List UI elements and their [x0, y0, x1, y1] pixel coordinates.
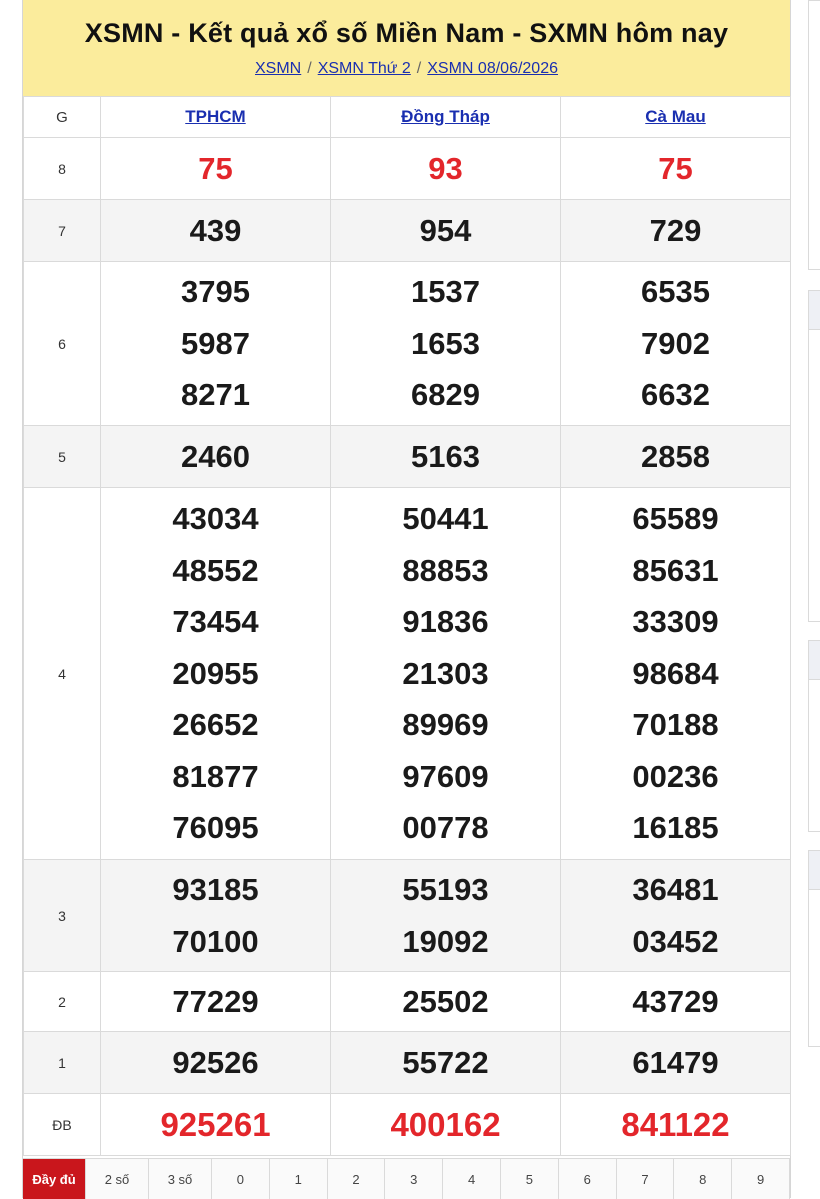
results-panel: [22, 0, 791, 1198]
result-number: 97609: [402, 758, 489, 794]
filter-full-button[interactable]: Đầy đủ: [23, 1159, 86, 1199]
breadcrumb-separator: /: [416, 60, 422, 77]
result-number: 48552: [172, 552, 259, 588]
result-number: 5987: [181, 325, 250, 361]
result-number: 439: [189, 212, 242, 248]
filter-button[interactable]: 1: [270, 1159, 328, 1199]
prize-cell: [101, 1032, 331, 1094]
filter-button[interactable]: 9: [732, 1159, 790, 1199]
result-number: 1537: [411, 274, 480, 310]
prize-label: 8: [24, 138, 101, 200]
prize-row: [24, 200, 791, 262]
result-number: 841122: [621, 1105, 730, 1143]
prize-cell: [101, 426, 331, 488]
result-number: 1653: [411, 325, 480, 361]
result-number: 925261: [160, 1105, 271, 1143]
prize-row: [24, 262, 791, 426]
prize-cell: [101, 860, 331, 972]
results-header: [23, 0, 790, 97]
breadcrumb-xsmn-thu-2[interactable]: XSMN Thứ 2: [317, 60, 411, 77]
result-number: 03452: [632, 923, 719, 959]
prize-cell: [331, 860, 561, 972]
sidebar-widget: [808, 0, 820, 270]
prize-cell: [101, 200, 331, 262]
result-number: 21303: [402, 655, 489, 691]
province-link-ca-mau[interactable]: Cà Mau: [645, 107, 706, 126]
result-number: 85631: [632, 552, 719, 588]
result-number: 93: [428, 150, 463, 186]
result-number: 729: [649, 212, 702, 248]
prize-column-header: G: [24, 97, 101, 138]
prize-cell: [561, 860, 791, 972]
prize-cell: [561, 1094, 791, 1156]
filter-button[interactable]: 3: [385, 1159, 443, 1199]
breadcrumb-date[interactable]: XSMN 08/06/2026: [427, 60, 558, 77]
prize-row: [24, 860, 791, 972]
sidebar-widget: [808, 850, 820, 1047]
result-number: 16185: [632, 810, 719, 846]
result-number: 400162: [390, 1105, 501, 1143]
result-number: 2858: [641, 438, 710, 474]
filter-button[interactable]: 8: [674, 1159, 732, 1199]
page-title: XSMN - Kết quả xổ số Miền Nam - SXMN hôm nay: [84, 18, 729, 48]
prize-cell: [331, 1032, 561, 1094]
result-number: 25502: [402, 983, 489, 1019]
filter-button[interactable]: 5: [501, 1159, 559, 1199]
filter-button[interactable]: 6: [559, 1159, 617, 1199]
result-number: 6535: [641, 274, 710, 310]
prize-label: ĐB: [24, 1094, 101, 1156]
result-number: 00778: [402, 810, 489, 846]
result-number: 75: [658, 150, 693, 186]
result-number: 5163: [411, 438, 480, 474]
result-number: 77229: [172, 983, 259, 1019]
prize-label: 1: [24, 1032, 101, 1094]
filter-button[interactable]: 7: [617, 1159, 675, 1199]
result-number: 55193: [402, 872, 489, 907]
prize-label: 7: [24, 200, 101, 262]
filter-button[interactable]: 4: [443, 1159, 501, 1199]
prize-cell: [331, 1094, 561, 1156]
result-number: 76095: [172, 810, 259, 846]
result-number: 2460: [181, 438, 250, 474]
prize-cell: [101, 262, 331, 426]
result-number: 70100: [172, 923, 259, 959]
result-number: 81877: [172, 758, 259, 794]
result-number: 6632: [641, 377, 710, 413]
province-link-tphcm[interactable]: TPHCM: [185, 107, 246, 126]
prize-row: [24, 972, 791, 1032]
prize-label: 5: [24, 426, 101, 488]
breadcrumb: [23, 60, 790, 78]
breadcrumb-separator: /: [307, 60, 312, 77]
result-number: 92526: [172, 1044, 259, 1080]
result-number: 8271: [181, 377, 250, 413]
result-number: 50441: [402, 501, 489, 537]
prize-label: 2: [24, 972, 101, 1032]
prize-row: [24, 138, 791, 200]
prize-cell: [331, 972, 561, 1032]
result-number: 43729: [632, 983, 719, 1019]
result-number: 65589: [632, 501, 719, 537]
prize-label: 6: [24, 262, 101, 426]
results-table: [23, 96, 791, 1156]
result-number: 19092: [402, 923, 489, 959]
result-number: 20955: [172, 655, 259, 691]
result-number: 33309: [632, 604, 719, 640]
filter-button[interactable]: 2: [328, 1159, 386, 1199]
sidebar-widget: [808, 290, 820, 622]
result-number: 954: [419, 212, 472, 248]
prize-cell: [561, 138, 791, 200]
prize-row: [24, 1094, 791, 1156]
prize-cell: [331, 426, 561, 488]
filter-button[interactable]: 0: [212, 1159, 270, 1199]
prize-cell: [561, 488, 791, 860]
prize-cell: [331, 138, 561, 200]
prize-cell: [561, 262, 791, 426]
result-number: 98684: [632, 655, 719, 691]
result-number: 88853: [402, 552, 489, 588]
result-number: 89969: [402, 707, 489, 743]
result-number: 93185: [172, 872, 259, 907]
result-number: 7902: [641, 325, 710, 361]
breadcrumb-xsmn[interactable]: XSMN: [255, 60, 302, 77]
result-number: 3795: [181, 274, 250, 310]
result-number: 00236: [632, 758, 719, 794]
prize-row: [24, 1032, 791, 1094]
result-number: 36481: [632, 872, 719, 907]
prize-cell: [101, 1094, 331, 1156]
prize-cell: [101, 138, 331, 200]
prize-cell: [101, 972, 331, 1032]
result-number: 73454: [172, 604, 259, 640]
province-link-dong-thap[interactable]: Đồng Tháp: [401, 107, 490, 126]
result-number: 6829: [411, 377, 480, 413]
sidebar-widget: [808, 640, 820, 832]
result-number: 26652: [172, 707, 259, 743]
prize-cell: [561, 426, 791, 488]
digit-filter-bar: [23, 1158, 790, 1199]
prize-row: [24, 426, 791, 488]
result-number: 55722: [402, 1044, 489, 1080]
result-number: 70188: [632, 707, 719, 743]
prize-cell: [561, 1032, 791, 1094]
prize-cell: [331, 488, 561, 860]
prize-label: 3: [24, 860, 101, 972]
result-number: 61479: [632, 1044, 719, 1080]
table-header-row: [24, 97, 791, 138]
prize-cell: [101, 488, 331, 860]
filter-button[interactable]: 3 số: [149, 1159, 212, 1199]
result-number: 43034: [172, 501, 259, 537]
prize-cell: [561, 200, 791, 262]
prize-row: [24, 488, 791, 860]
result-number: 91836: [402, 604, 489, 640]
prize-label: 4: [24, 488, 101, 860]
prize-cell: [561, 972, 791, 1032]
prize-cell: [331, 200, 561, 262]
filter-button[interactable]: 2 số: [86, 1159, 149, 1199]
prize-cell: [331, 262, 561, 426]
result-number: 75: [198, 150, 233, 186]
